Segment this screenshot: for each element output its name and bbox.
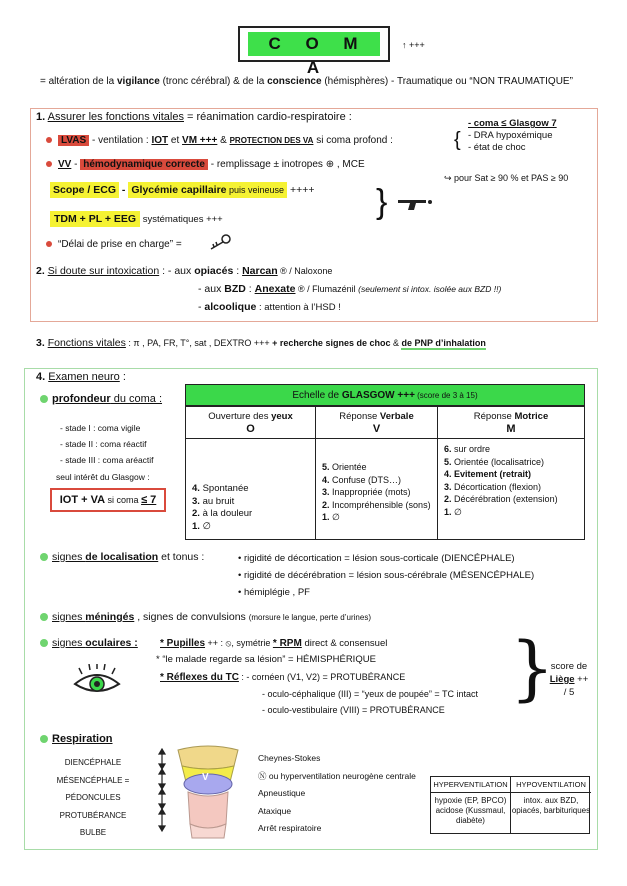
men-pre: signes <box>52 611 86 623</box>
item-number: 4. <box>192 483 200 494</box>
list-item <box>322 486 431 499</box>
definition <box>40 76 573 87</box>
section-number: 2. <box>36 265 45 277</box>
item-number: 1. <box>192 520 200 532</box>
scope-line <box>50 183 315 197</box>
profondeur-line <box>40 392 162 406</box>
item-text: ∅ <box>451 506 462 517</box>
column-list <box>186 439 315 537</box>
score-pre: score de <box>550 661 588 672</box>
eye-icon <box>72 664 122 698</box>
hyper-column <box>431 777 511 833</box>
loc-text: et tonus : <box>158 551 205 563</box>
alcool-line <box>198 300 341 315</box>
glyc-term <box>128 182 287 198</box>
column-header <box>438 407 584 439</box>
level-item: BULBE <box>79 828 107 837</box>
criteria-item: - état de choc <box>468 142 526 153</box>
lvas-term: LVAS <box>58 135 89 146</box>
delai-text: “Délai de prise en charge” = <box>58 239 182 250</box>
column-header: HYPOVENTILATION <box>511 777 591 793</box>
bzd-line <box>198 282 501 296</box>
loc-items <box>238 550 534 601</box>
tdm-line <box>50 212 223 227</box>
item-number: 1. <box>322 512 330 523</box>
column-list <box>316 439 437 528</box>
pattern-item: Apneustique <box>258 788 306 798</box>
column-list <box>438 439 584 523</box>
oculaires-line <box>40 636 138 650</box>
column-body: intox. aux BZD, opiacés, barbituriques <box>511 796 591 815</box>
connector-text: - aux <box>198 283 225 295</box>
narcan-term: Narcan <box>242 265 278 277</box>
rpm-text: direct & consensuel <box>301 638 388 649</box>
item-text: Incompréhensible (sons) <box>329 499 431 510</box>
item-text: Confuse (DTS…) <box>329 474 402 485</box>
stade-item: - stade I : coma vigile <box>60 423 141 433</box>
column-header-bold: yeux <box>271 411 293 422</box>
liege-score <box>546 660 592 699</box>
item-text: Inappropriée (mots) <box>329 487 411 498</box>
title-note: ↑ +++ <box>402 40 425 50</box>
hemo-text: - remplissage ± inotropes ⊕ , MCE <box>207 159 365 170</box>
list-item <box>192 521 309 534</box>
iot-box-value: ≤ 7 <box>141 494 157 506</box>
loc-item: • rigidité de décortication = lésion sous-corticale (DIENCÉPHALE) <box>238 553 515 564</box>
men-note: (morsure le langue, perte d’urines) <box>248 613 371 622</box>
brace-icon: } <box>510 627 555 709</box>
lvas-line <box>46 134 393 148</box>
list-item <box>444 506 578 519</box>
brainstem-icon <box>172 744 244 842</box>
pattern-item: Arrêt respiratoire <box>258 823 322 833</box>
glasgow-column-yeux <box>186 407 316 539</box>
list-item <box>444 443 578 456</box>
hemo-term: hémodynamique correcte <box>80 159 208 170</box>
vm-term: VM +++ <box>182 135 218 146</box>
level-item: MÉSENCÉPHALE = PÉDONCULES <box>56 775 130 802</box>
column-letter: M <box>506 423 516 435</box>
anexate-text: ® / Flumazénil <box>295 284 359 294</box>
glasgow-pre: Echelle de <box>292 390 342 401</box>
loc-pre: signes <box>52 551 86 563</box>
bullet-icon <box>40 395 48 403</box>
bullet-icon <box>46 137 52 143</box>
alcool-term: alcoolique <box>204 301 257 313</box>
conscience-term: conscience <box>267 76 322 87</box>
heading-text: Examen neuro <box>48 371 120 383</box>
bullet-icon <box>40 735 48 743</box>
profondeur-term: profondeur <box>52 393 111 405</box>
item-text: Orientée (localisatrice) <box>451 456 545 467</box>
stades-list <box>60 420 154 468</box>
list-item <box>192 483 309 496</box>
item-number: 4. <box>444 469 452 480</box>
section-number: 3. <box>36 337 45 349</box>
vv-term: VV <box>58 159 72 170</box>
ocu-pre: signes <box>52 637 86 649</box>
pattern-item: Cheynes-Stokes <box>258 753 321 763</box>
section-number: 4. <box>36 371 46 383</box>
item-number: 2. <box>192 508 200 520</box>
rpm-term: * RPM <box>272 638 302 649</box>
item-text: sur ordre <box>451 444 491 454</box>
glasgow-note: (score de 3 à 15) <box>414 391 478 400</box>
tdm-text: systématiques +++ <box>140 214 223 225</box>
glyc-text: Glycémie capillaire <box>131 184 227 196</box>
reflexes-line <box>160 670 405 685</box>
item-number: 6. <box>444 444 452 454</box>
localisation-line <box>40 550 204 564</box>
column-header <box>316 407 437 439</box>
definition-text: (hémisphères) - Traumatique ou “NON TRAUMATIQUE” <box>321 76 573 87</box>
key-icon <box>208 234 232 250</box>
brain-letter: V <box>202 772 209 783</box>
si-coma-text: si coma profond : <box>313 135 393 146</box>
iot-term: IOT <box>151 135 169 146</box>
column-header-text: Réponse <box>473 411 515 422</box>
glasgow-header <box>185 384 585 406</box>
heading-rest: = réanimation cardio-respiratoire : <box>183 111 352 123</box>
pupilles-text: ++ : ⦸, symétrie <box>205 638 273 648</box>
pupilles-term: * Pupilles <box>160 638 206 649</box>
item-number: 3. <box>192 495 200 507</box>
item-text: ∅ <box>199 520 211 532</box>
anexate-note: (seulement si intox. isolée aux BZD !!) <box>358 284 502 294</box>
glyc-plus: ++++ <box>287 184 315 196</box>
item-text: à la douleur <box>199 508 253 520</box>
connector-text: & <box>217 135 230 146</box>
intox-heading: Si doute sur intoxication <box>47 265 160 277</box>
item-text: Evitement (retrait) <box>451 469 532 480</box>
men-term: méningés <box>85 611 135 623</box>
brace-icon: { <box>454 129 461 151</box>
column-header-text: Ouverture des <box>208 411 272 422</box>
section-number: 1. <box>36 111 46 123</box>
criteria-list <box>468 118 557 154</box>
bullet-icon <box>40 613 48 621</box>
loc-item: • rigidité de décérébration = lésion sous-cérébrale (MÉSENCÉPHALE) <box>238 570 535 581</box>
arrows-icon <box>154 748 170 834</box>
bullet-icon <box>40 553 48 561</box>
definition-text: = altération de la <box>40 76 117 87</box>
narcan-text: ® / Naloxone <box>277 266 333 276</box>
alcool-text: : attention à l’HSD ! <box>256 302 341 313</box>
title-box <box>238 26 390 77</box>
iot-box-term: IOT + VA <box>59 494 106 506</box>
opiaces-term: opiacés <box>194 265 234 277</box>
level-item: PROTUBÉRANCE <box>59 810 127 820</box>
list-item <box>444 468 578 481</box>
stade-item: - stade III : coma aréactif <box>60 455 154 465</box>
scope-term: Scope / ECG <box>50 182 119 198</box>
pattern-item: Ⓝ ou hyperventilation neurogène centrale <box>258 770 416 781</box>
connector-text: & <box>390 338 402 348</box>
oculo-vest-line: - oculo-vestibulaire (VIII) = PROTUBÉRANCE <box>262 705 445 715</box>
list-item <box>444 456 578 469</box>
item-text: Spontanée <box>199 483 249 494</box>
column-header-text: Réponse <box>339 411 380 422</box>
brace-icon: } <box>376 183 388 221</box>
glasgow-term: GLASGOW +++ <box>341 390 415 401</box>
men-text: , signes de convulsions <box>134 611 249 623</box>
list-item <box>444 493 578 506</box>
column-header-bold: Motrice <box>514 411 549 422</box>
interet-text: seul intérêt du Glasgow : <box>56 472 150 482</box>
column-header <box>186 407 315 439</box>
sat-note: ↪ pour Sat ≥ 90 % et PAS ≥ 90 <box>444 173 569 183</box>
bzd-term: BZD <box>224 283 246 295</box>
delai-line <box>46 238 182 252</box>
item-number: 1. <box>444 506 452 517</box>
column-body: hypoxie (EP, BPCO) acidose (Kussmaul, diabète) <box>434 796 507 825</box>
heading-text: Assurer les fonctions vitales <box>47 111 184 123</box>
section-4-heading <box>36 370 126 384</box>
liege-term: Liège <box>549 674 575 685</box>
loc-term: de localisation <box>85 551 159 563</box>
hypo-column <box>511 777 591 833</box>
criteria-item: - coma ≤ Glasgow 7 <box>468 118 557 129</box>
protection-term: PROTECTION DES VA <box>229 136 314 145</box>
column-header: HYPERVENTILATION <box>431 777 510 793</box>
column-header-bold: Verbale <box>379 411 414 422</box>
item-number: 5. <box>322 462 330 472</box>
list-item <box>192 496 309 509</box>
connector-text: : <box>245 283 255 295</box>
item-number: 3. <box>444 481 452 492</box>
pattern-item: Ataxique <box>258 805 292 816</box>
profondeur-text: du coma : <box>110 393 163 405</box>
level-item: DIENCÉPHALE <box>64 758 122 767</box>
stade-item: - stade II : coma réactif <box>60 439 147 449</box>
column-letter: O <box>246 423 255 435</box>
respiration-term: Respiration <box>52 733 113 745</box>
section-1-heading <box>36 110 352 124</box>
item-number: 5. <box>444 456 452 467</box>
intox-text: : - aux <box>159 265 195 277</box>
section-3-text: : π , PA, FR, T°, sat , DEXTRO +++ <box>125 338 273 348</box>
connector-text: - <box>71 159 81 170</box>
item-text: Décortication (flexion) <box>451 481 542 492</box>
oculo-ceph-line: - oculo-céphalique (III) = “yeux de poupée” = TC intact <box>262 689 478 699</box>
connector-text: : <box>119 371 126 383</box>
list-item <box>192 508 309 521</box>
shock-term: + recherche signes de choc <box>272 338 391 348</box>
glasgow-column-motrice <box>438 407 584 539</box>
regard-line: * “le malade regarde sa lésion” = HÉMISPHÉRIQUE <box>156 654 376 665</box>
gun-icon <box>396 196 436 212</box>
loc-item: • hémiplégie , PF <box>238 587 310 598</box>
vv-line <box>46 158 365 172</box>
score-plus: ++ <box>574 674 589 685</box>
section-3-line <box>36 336 486 350</box>
reflexes-text: : - cornéen (V1, V2) = PROTUBÉRANCE <box>238 672 406 682</box>
vigilance-term: vigilance <box>117 76 160 87</box>
reflexes-term: * Réflexes du TC <box>160 672 239 683</box>
connector-text: : <box>233 265 243 277</box>
bullet-icon <box>40 639 48 647</box>
connector-text: - <box>119 184 129 196</box>
connector-text: et <box>168 135 183 146</box>
page-title: C O M A <box>248 32 380 56</box>
bullet-icon <box>46 241 52 247</box>
list-item <box>444 481 578 494</box>
item-text: Décérébration (extension) <box>451 494 558 505</box>
patterns-list <box>258 750 416 838</box>
item-text: ∅ <box>329 512 340 523</box>
list-item <box>322 461 431 474</box>
tdm-term: TDM + PL + EEG <box>50 211 140 227</box>
glasgow-table <box>185 406 585 540</box>
column-letter: V <box>372 423 381 435</box>
anexate-term: Anexate <box>254 283 296 295</box>
list-item <box>322 511 431 524</box>
pupilles-line <box>160 636 387 651</box>
glasgow-column-verbale <box>316 407 438 539</box>
list-item <box>322 474 431 487</box>
levels-list <box>28 754 158 842</box>
lvas-text: - ventilation : <box>89 135 152 146</box>
item-number: 2. <box>444 494 452 505</box>
ocu-term: oculaires : <box>85 637 138 649</box>
item-number: 3. <box>322 487 330 498</box>
heading-text: Fonctions vitales <box>47 337 126 349</box>
iot-box <box>50 488 166 512</box>
bullet-icon <box>46 161 52 167</box>
item-number: 4. <box>322 474 330 485</box>
score-max: / 5 <box>563 687 575 698</box>
iot-box-text: si coma <box>105 495 142 505</box>
intox-line <box>36 264 332 278</box>
item-text: au bruit <box>199 495 235 507</box>
item-number: 2. <box>322 499 330 510</box>
connector-text: - <box>198 301 205 313</box>
respiration-line <box>40 732 113 746</box>
meninges-line <box>40 610 371 625</box>
glyc-rest: puis veineuse <box>226 185 285 195</box>
criteria-item: - DRA hypoxémique <box>468 130 553 141</box>
definition-text: (tronc cérébral) & de la <box>159 76 268 87</box>
list-item <box>322 499 431 512</box>
item-text: Orientée <box>329 462 367 472</box>
pnp-term: de PNP d’inhalation <box>401 338 486 348</box>
ventilation-table <box>430 776 590 834</box>
